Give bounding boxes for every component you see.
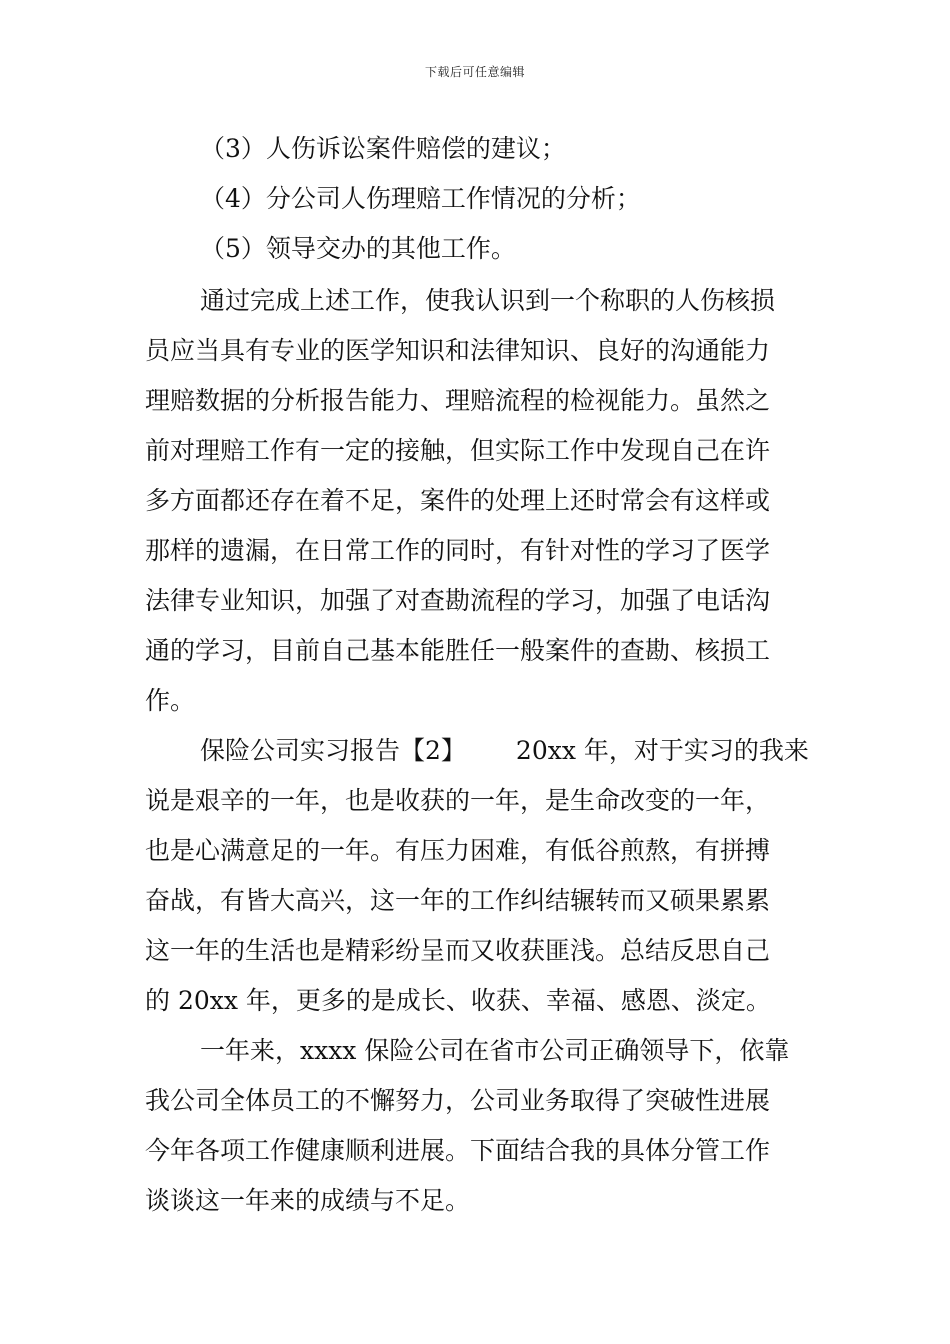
paragraph-line-start: 20xx 年，对于实习的我来 — [515, 736, 809, 765]
paragraph-line: 今年各项工作健康顺利进展。下面结合我的具体分管工作 — [145, 1136, 771, 1165]
paragraph-line: 这一年的生活也是精彩纷呈而又收获匪浅。总结反思自己 — [145, 936, 771, 965]
paragraph-line: 一年来，xxxx 保险公司在省市公司正确领导下，依靠 — [200, 1036, 790, 1065]
paragraph-line: 谈谈这一年来的成绩与不足。 — [145, 1186, 471, 1215]
section-heading-line — [200, 735, 864, 767]
paragraph-line: 的 20xx 年，更多的是成长、收获、幸福、感恩、淡定。 — [145, 986, 771, 1015]
list-item: （4）分公司人伤理赔工作情况的分析； — [200, 184, 641, 213]
list-item: （5）领导交办的其他工作。 — [200, 234, 516, 263]
paragraph-line: 员应当具有专业的医学知识和法律知识、良好的沟通能力 — [145, 336, 771, 365]
paragraph-line: 也是心满意足的一年。有压力困难，有低谷煎熬，有拼搏 — [145, 836, 771, 865]
paragraph-line: 我公司全体员工的不懈努力，公司业务取得了突破性进展 — [145, 1086, 771, 1115]
paragraph-line: 奋战，有皆大高兴，这一年的工作纠结辗转而又硕果累累 — [145, 886, 771, 915]
paragraph-line: 前对理赔工作有一定的接触，但实际工作中发现自己在许 — [145, 436, 771, 465]
section-heading: 保险公司实习报告【2】 — [200, 736, 466, 765]
page-header: 下载后可任意编辑 — [424, 65, 525, 79]
list-item: （3）人伤诉讼案件赔偿的建议； — [200, 134, 566, 163]
paragraph-line: 多方面都还存在着不足，案件的处理上还时常会有这样或 — [145, 486, 771, 515]
paragraph-line: 那样的遗漏，在日常工作的同时，有针对性的学习了医学 — [145, 536, 771, 565]
paragraph-line: 说是艰辛的一年，也是收获的一年，是生命改变的一年， — [145, 786, 771, 815]
paragraph-line: 通的学习，目前自己基本能胜任一般案件的查勘、核损工 — [145, 636, 771, 665]
paragraph-line: 作。 — [145, 686, 196, 715]
paragraph-line: 法律专业知识，加强了对查勘流程的学习，加强了电话沟 — [145, 586, 771, 615]
paragraph-line: 理赔数据的分析报告能力、理赔流程的检视能力。虽然之 — [145, 386, 771, 415]
paragraph-line: 通过完成上述工作，使我认识到一个称职的人伤核损 — [200, 286, 776, 315]
